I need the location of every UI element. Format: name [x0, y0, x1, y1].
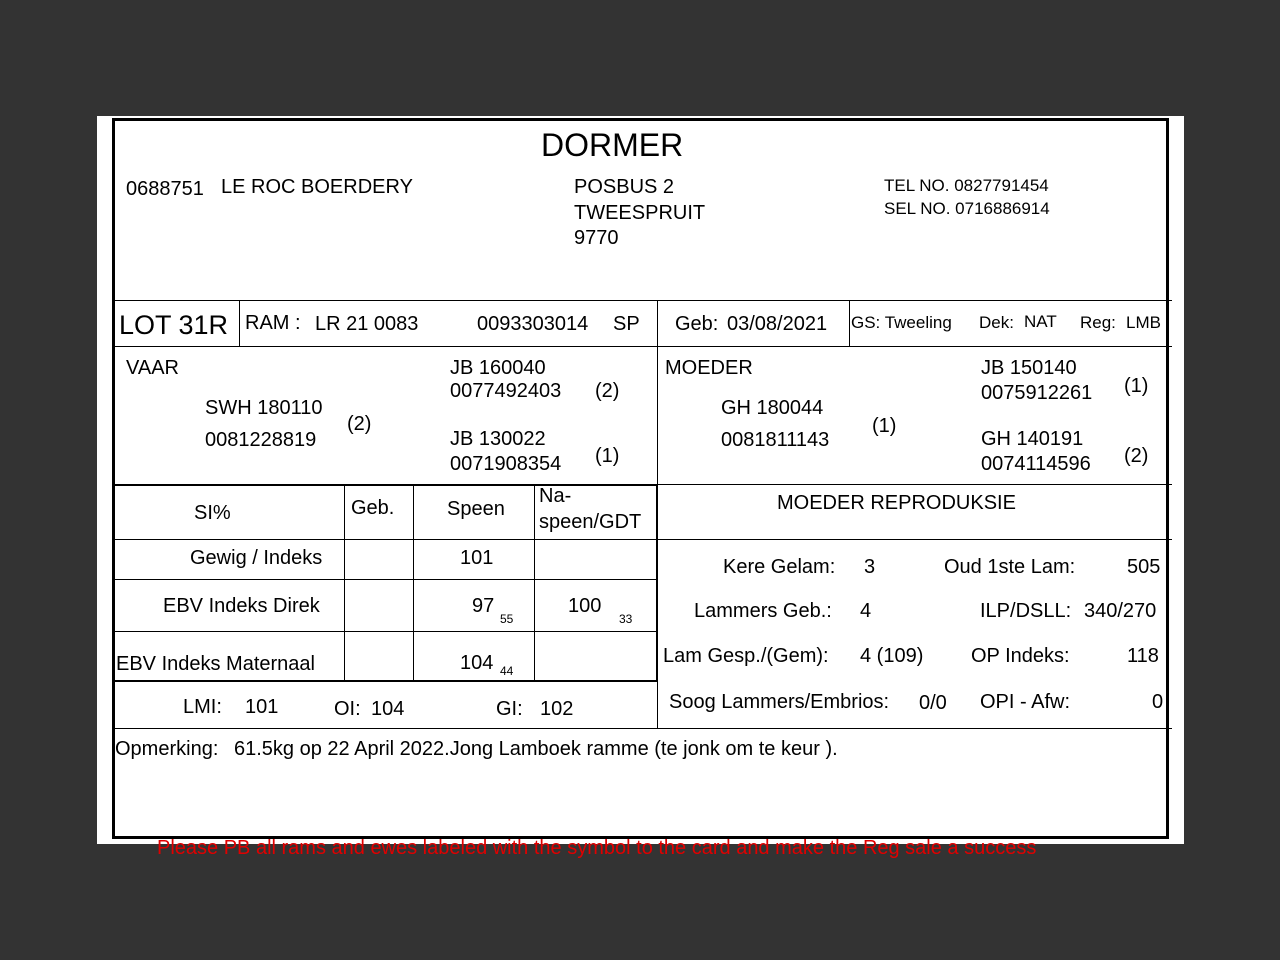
sire-label: VAAR [126, 357, 179, 379]
dam-number: 0081811143 [721, 429, 830, 451]
suckled-lambs-value: 0/0 [919, 692, 947, 714]
ebv-direct-naspeen: 100 [568, 595, 602, 617]
dam-dam-number: 0074114596 [981, 453, 1091, 475]
lambs-weaned-label: Lam Gesp./(Gem): [663, 645, 829, 667]
sire-sire-id: JB 160040 [450, 357, 546, 379]
sire-dam-mark: (1) [595, 445, 620, 467]
times-lambed-label: Kere Gelam: [723, 556, 836, 578]
divider [115, 300, 1172, 301]
sire-dam-number: 0071908354 [450, 453, 562, 475]
gi-label: GI: [496, 698, 523, 720]
ilp-value: 340/270 [1084, 600, 1157, 622]
op-index-label: OP Indeks: [971, 645, 1070, 667]
registration-suffix: SP [613, 313, 640, 335]
oi-label: OI: [334, 698, 361, 720]
ebv-direct-naspeen-accuracy: 33 [619, 612, 633, 626]
dam-sire-number: 0075912261 [981, 382, 1093, 404]
divider [534, 484, 535, 681]
naspeen-header-line-1: Na- [539, 485, 572, 507]
sire-sire-mark: (2) [595, 380, 620, 402]
address-line-2: TWEESPRUIT [574, 202, 706, 224]
divider [239, 300, 240, 346]
weight-index-speen: 101 [460, 547, 494, 569]
sire-dam-id: JB 130022 [450, 428, 546, 450]
catalog-card-page [97, 116, 1184, 859]
sire-number: 0081228819 [205, 429, 317, 451]
reproduction-title: MOEDER REPRODUKSIE [777, 492, 1016, 514]
divider [657, 681, 658, 729]
lmi-value: 101 [245, 696, 279, 718]
sire-id: SWH 180110 [205, 397, 323, 419]
ebv-direct-speen: 97 [472, 595, 495, 617]
divider [115, 728, 1172, 729]
address-line-3: 9770 [574, 227, 619, 249]
address-line-1: POSBUS 2 [574, 176, 675, 198]
registration-number: 0093303014 [477, 313, 589, 335]
mating-value: NAT [1024, 312, 1057, 331]
sire-sire-number: 0077492403 [450, 380, 562, 402]
row-label-ebv-direct: EBV Indeks Direk [163, 595, 320, 617]
divider [657, 484, 1172, 485]
ebv-maternal-speen: 104 [460, 652, 494, 674]
birth-date: 03/08/2021 [727, 313, 828, 335]
dam-dam-mark: (2) [1124, 445, 1149, 467]
lmi-label: LMI: [183, 696, 222, 718]
ram-label: RAM : [245, 312, 301, 334]
tel-number: TEL NO. 0827791454 [884, 176, 1049, 195]
registry-label: Reg: [1080, 313, 1116, 332]
breed-title: DORMER [541, 127, 684, 163]
row-label-weight-index: Gewig / Indeks [190, 547, 323, 569]
naspeen-header-line-2: speen/GDT [539, 511, 642, 533]
divider [115, 484, 657, 486]
divider [657, 346, 658, 486]
geb-header: Geb. [351, 497, 395, 519]
divider [413, 484, 414, 681]
oi-value: 104 [371, 698, 405, 720]
divider [115, 680, 657, 682]
dam-label: MOEDER [665, 357, 753, 379]
suckled-lambs-label: Soog Lammers/Embrios: [669, 691, 890, 713]
lot-number: LOT 31R [119, 310, 229, 340]
birth-status: GS: Tweeling [851, 313, 952, 332]
divider [115, 631, 657, 632]
ram-id: LR 21 0083 [315, 313, 419, 335]
opi-deviation-label: OPI - Afw: [980, 691, 1071, 713]
divider [657, 300, 658, 346]
row-label-ebv-maternal: EBV Indeks Maternaal [116, 653, 315, 675]
member-number: 0688751 [126, 178, 204, 200]
ebv-direct-speen-accuracy: 55 [500, 612, 514, 626]
times-lambed-value: 3 [864, 556, 876, 578]
divider [656, 484, 658, 681]
lambs-born-value: 4 [860, 600, 872, 622]
first-lamb-age-label: Oud 1ste Lam: [944, 556, 1076, 578]
mating-label: Dek: [979, 313, 1014, 332]
lambs-born-label: Lammers Geb.: [694, 600, 832, 622]
first-lamb-age-value: 505 [1127, 556, 1161, 578]
divider [849, 300, 850, 346]
sire-mark: (2) [347, 413, 372, 435]
ilp-label: ILP/DSLL: [980, 600, 1072, 622]
dam-sire-mark: (1) [1124, 375, 1149, 397]
divider [344, 484, 345, 681]
lambs-weaned-value: 4 (109) [860, 645, 924, 667]
cell-number: SEL NO. 0716886914 [884, 199, 1050, 218]
lot-card [112, 118, 1169, 839]
footer-note: Please PB all rams and ewes labeled with the symbol to the card and make the Reg sale a success [157, 837, 1037, 859]
dam-sire-id: JB 150140 [981, 357, 1077, 379]
dam-id: GH 180044 [721, 397, 824, 419]
op-index-value: 118 [1127, 645, 1159, 667]
opi-deviation-value: 0 [1152, 691, 1164, 713]
divider [115, 579, 657, 580]
si-header: SI% [194, 502, 231, 524]
farm-name: LE ROC BOERDERY [221, 176, 413, 198]
ebv-maternal-speen-accuracy: 44 [500, 664, 514, 678]
dam-mark: (1) [872, 415, 897, 437]
gi-value: 102 [540, 698, 574, 720]
dam-dam-id: GH 140191 [981, 428, 1084, 450]
birth-label: Geb: [675, 313, 719, 335]
divider [115, 346, 1172, 347]
remark-text: 61.5kg op 22 April 2022.Jong Lamboek ramme (te jonk om te keur ). [234, 738, 838, 760]
registry-value: LMB [1126, 313, 1161, 332]
divider [115, 539, 1172, 540]
speen-header: Speen [447, 498, 505, 520]
remark-label: Opmerking: [115, 738, 219, 760]
